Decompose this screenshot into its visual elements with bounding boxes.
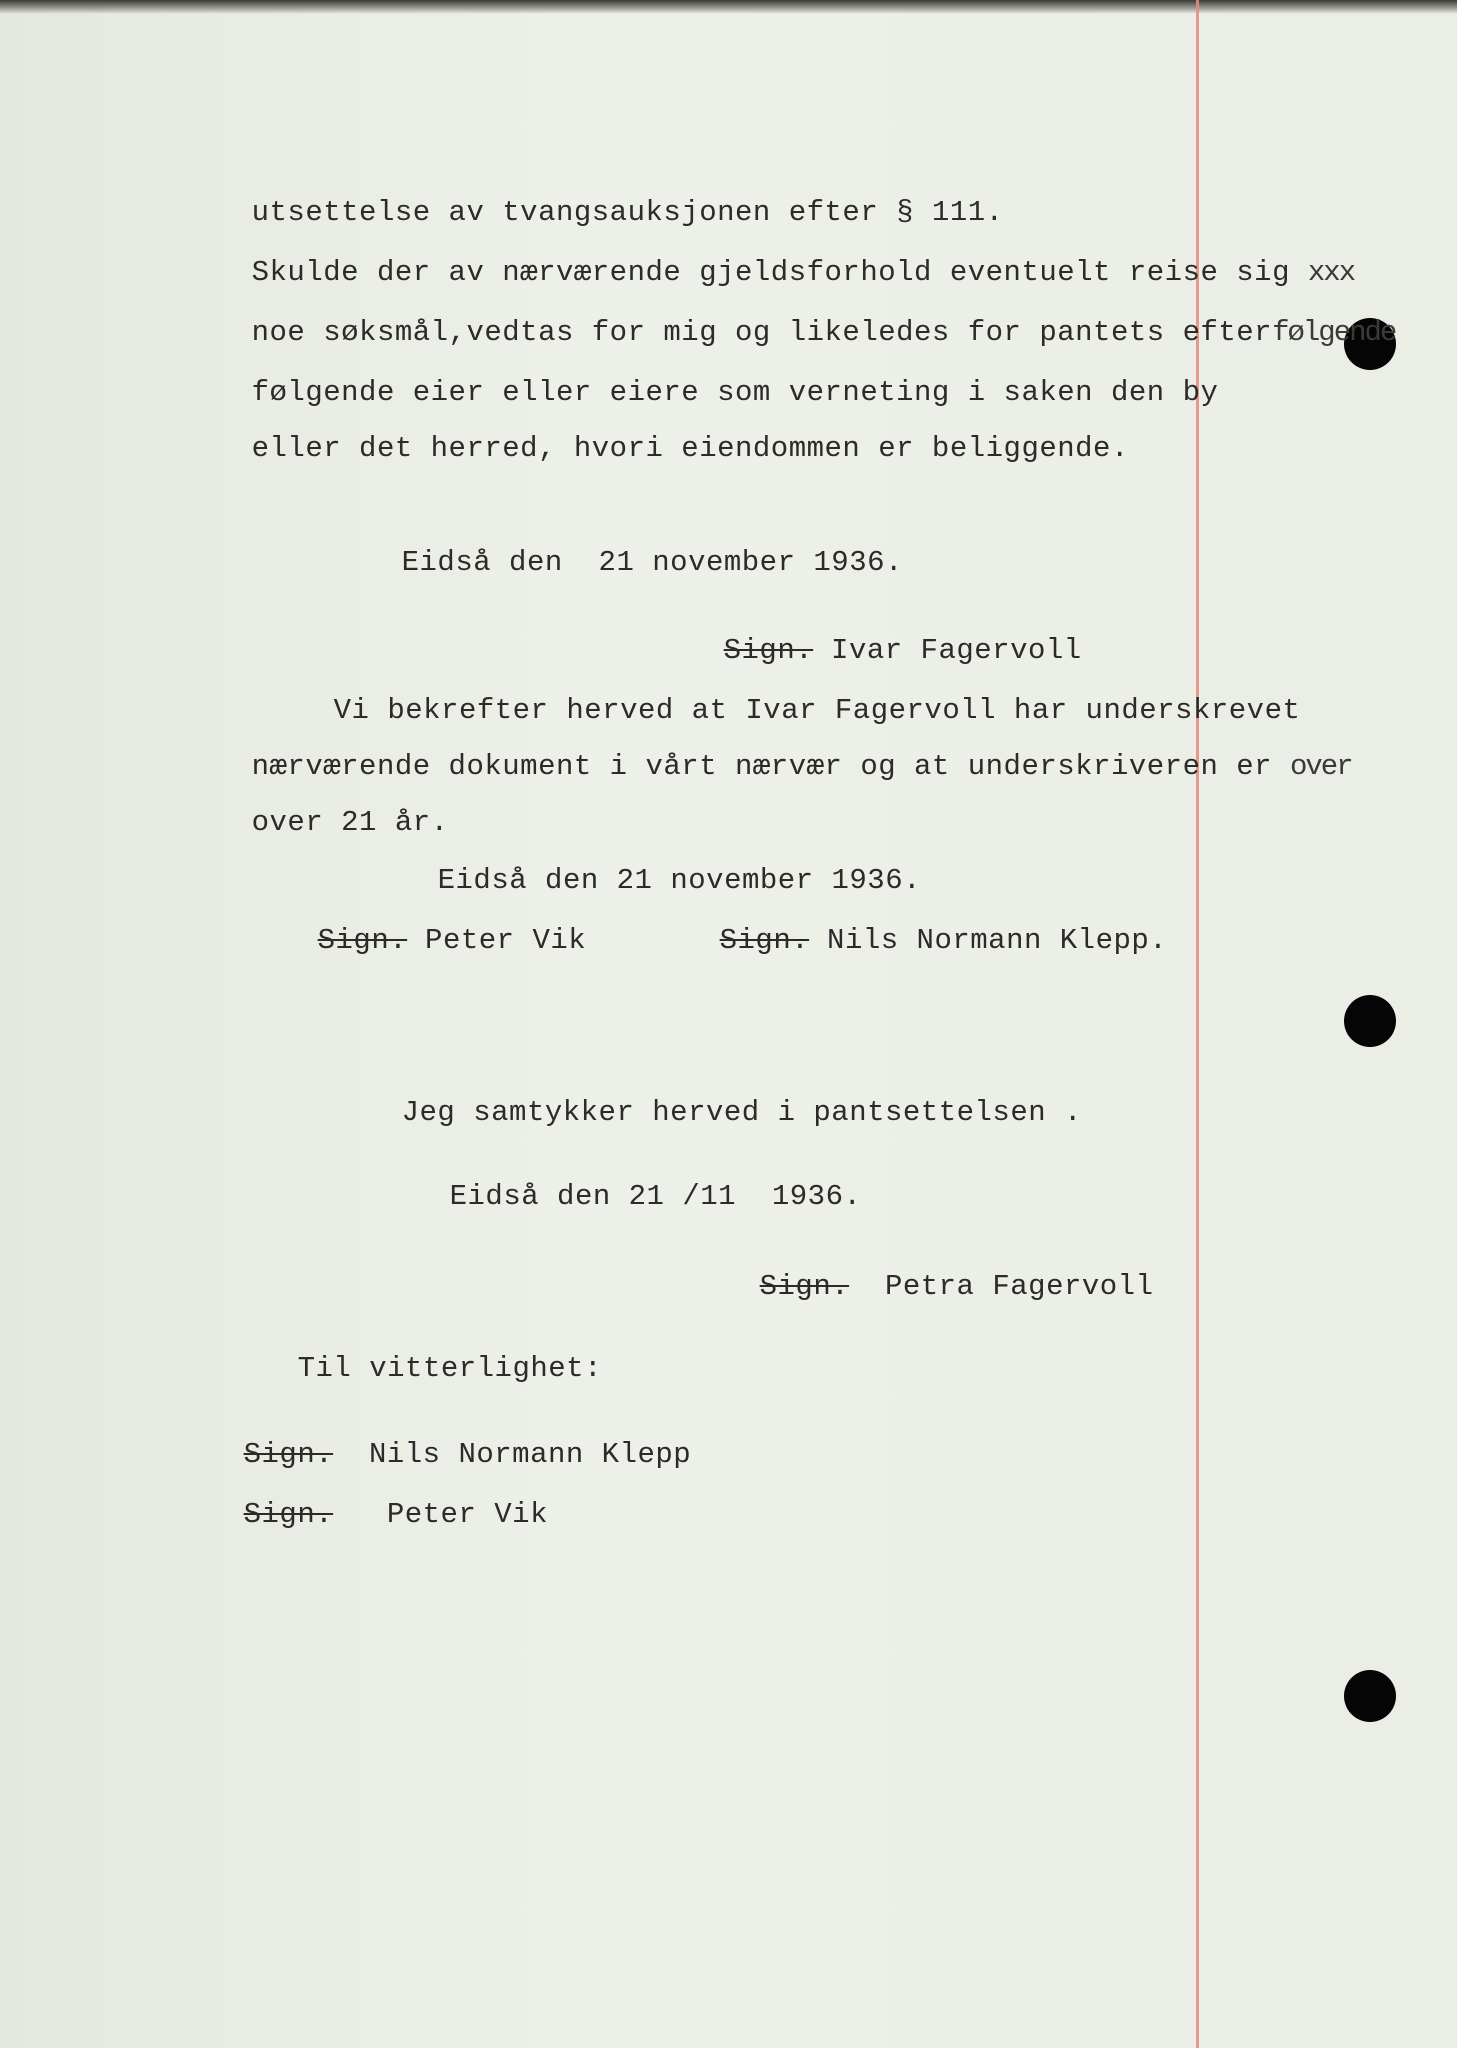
text-line: over 21 år. <box>251 806 449 839</box>
punch-hole-middle <box>1344 995 1396 1047</box>
scan-top-edge <box>0 0 1457 14</box>
date-line: Eidså den 21 /11 1936. <box>449 1180 862 1213</box>
signature-line: Sign. Nils Normann Klepp. <box>719 924 1168 957</box>
text-line: følgende eier eller eiere som verneting i saken den by <box>251 376 1219 409</box>
signature-line: Sign. Nils Normann Klepp <box>243 1438 692 1471</box>
sign-abbrev: Sign. <box>759 1270 850 1303</box>
text-line: noe søksmål,vedtas for mig og likeledes for pantets efterfølgende <box>251 316 1396 349</box>
sign-abbrev: Sign. <box>243 1498 334 1531</box>
date-line: Eidså den 21 november 1936. <box>437 864 922 897</box>
signature-line: Sign. Ivar Fagervoll <box>723 634 1082 667</box>
punch-hole-bottom <box>1344 1670 1396 1722</box>
overtyped-text: over <box>1290 750 1352 783</box>
date-line: Eidså den 21 november 1936. <box>401 546 903 579</box>
signature-line: Sign. Peter Vik <box>317 924 587 957</box>
text-line: utsettelse av tvangsauksjonen efter § 111. <box>251 196 1004 229</box>
text-line: eller det herred, hvori eiendommen er beliggende. <box>251 432 1129 465</box>
overtyped-text: følgende <box>1272 316 1396 349</box>
sign-abbrev: Sign. <box>719 924 810 957</box>
sign-abbrev: Sign. <box>723 634 814 667</box>
text-line: Vi bekrefter herved at Ivar Fagervoll har underskrevet <box>333 694 1301 727</box>
sign-abbrev: Sign. <box>317 924 408 957</box>
signature-line: Sign. Petra Fagervoll <box>759 1270 1154 1303</box>
signature-line: Sign. Peter Vik <box>243 1498 548 1531</box>
text-line: Jeg samtykker herved i pantsettelsen . <box>401 1096 1082 1129</box>
overtyped-text: xxx <box>1307 256 1355 289</box>
text-line: Til vitterlighet: <box>297 1352 602 1385</box>
text-line: nærværende dokument i vårt nærvær og at underskriveren er over <box>251 750 1352 783</box>
sign-abbrev: Sign. <box>243 1438 334 1471</box>
text-line: Skulde der av nærværende gjeldsforhold eventuelt reise sig xxx <box>251 256 1355 289</box>
